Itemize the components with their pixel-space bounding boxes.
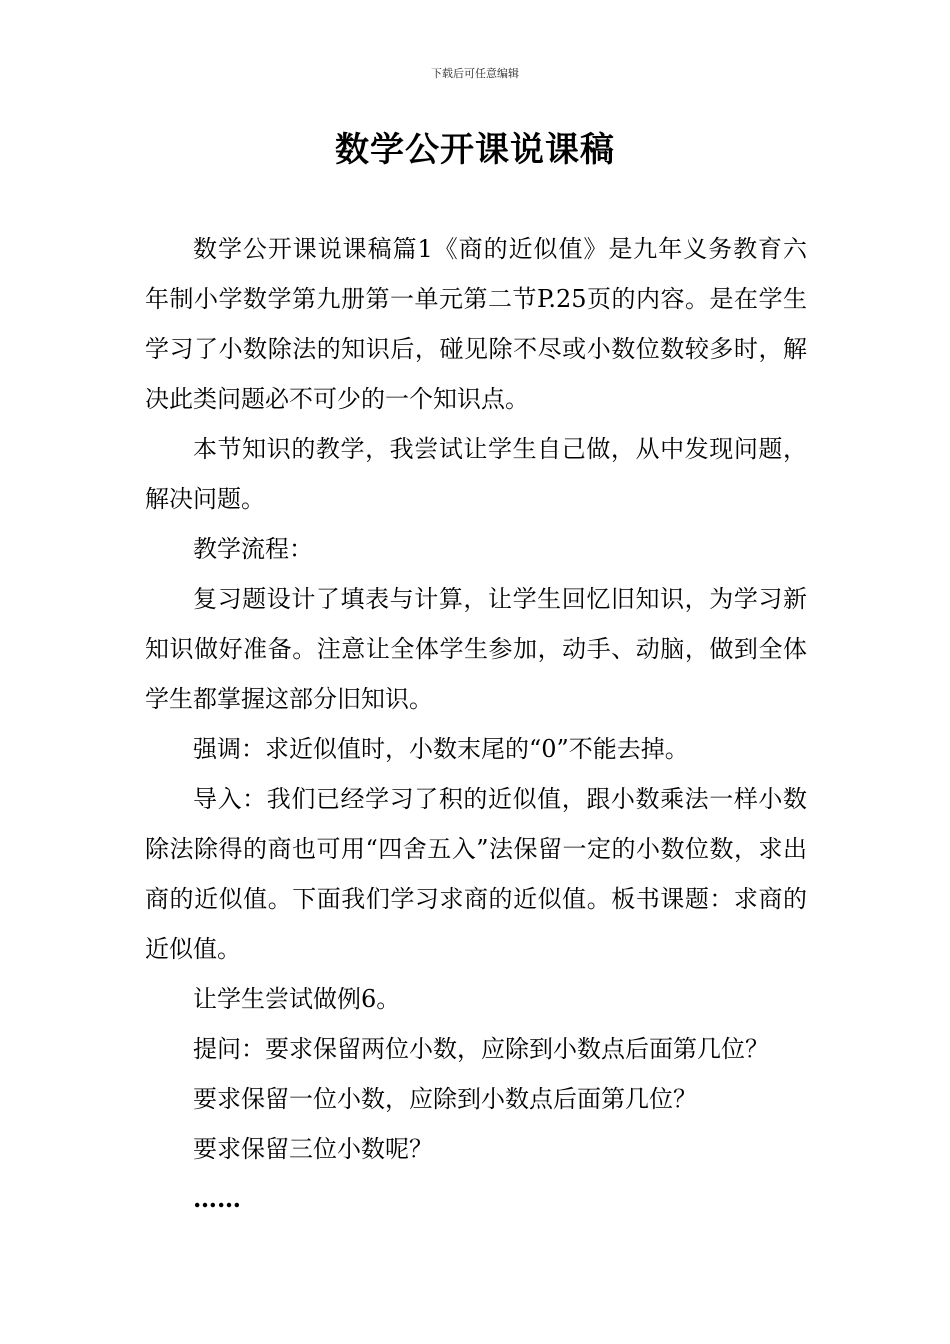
paragraph-question-one-place: 要求保留一位小数，应除到小数点后面第几位？	[193, 1085, 697, 1113]
paragraph-try-example: 让学生尝试做例6。	[193, 985, 401, 1013]
paragraph-introduction: 导入：我们已经学习了积的近似值，跟小数乘法一样小数除法除得的商也可用“四舍五入”法保留一定的小数位数，求出商的近似值。下面我们学习求商的近似值。板书课题：求商的近似值。	[145, 785, 807, 963]
paragraph-process-heading: 教学流程：	[193, 535, 313, 563]
paragraph-ellipsis: ……	[193, 1184, 241, 1213]
page-title: 数学公开课说课稿	[335, 130, 615, 170]
paragraph-emphasis: 强调：求近似值时，小数末尾的“0”不能去掉。	[193, 735, 689, 763]
paragraph-review: 复习题设计了填表与计算，让学生回忆旧知识，为学习新知识做好准备。注意让全体学生参加，动手、动脑，做到全体学生都掌握这部分旧知识。	[145, 585, 807, 713]
paragraph-question-two-places: 提问：要求保留两位小数，应除到小数点后面第几位？	[193, 1035, 769, 1063]
paragraph-intro: 数学公开课说课稿篇1《商的近似值》是九年义务教育六年制小学数学第九册第一单元第二节P.25页的内容。是在学生学习了小数除法的知识后，碰见除不尽或小数位数较多时，解决此类问题必不可少的一个知识点。	[145, 235, 807, 413]
paragraph-approach: 本节知识的教学，我尝试让学生自己做，从中发现问题，解决问题。	[145, 435, 807, 513]
header-note: 下载后可任意编辑	[431, 67, 519, 80]
document-body	[145, 224, 807, 1224]
paragraph-question-three-places: 要求保留三位小数呢？	[193, 1135, 433, 1163]
